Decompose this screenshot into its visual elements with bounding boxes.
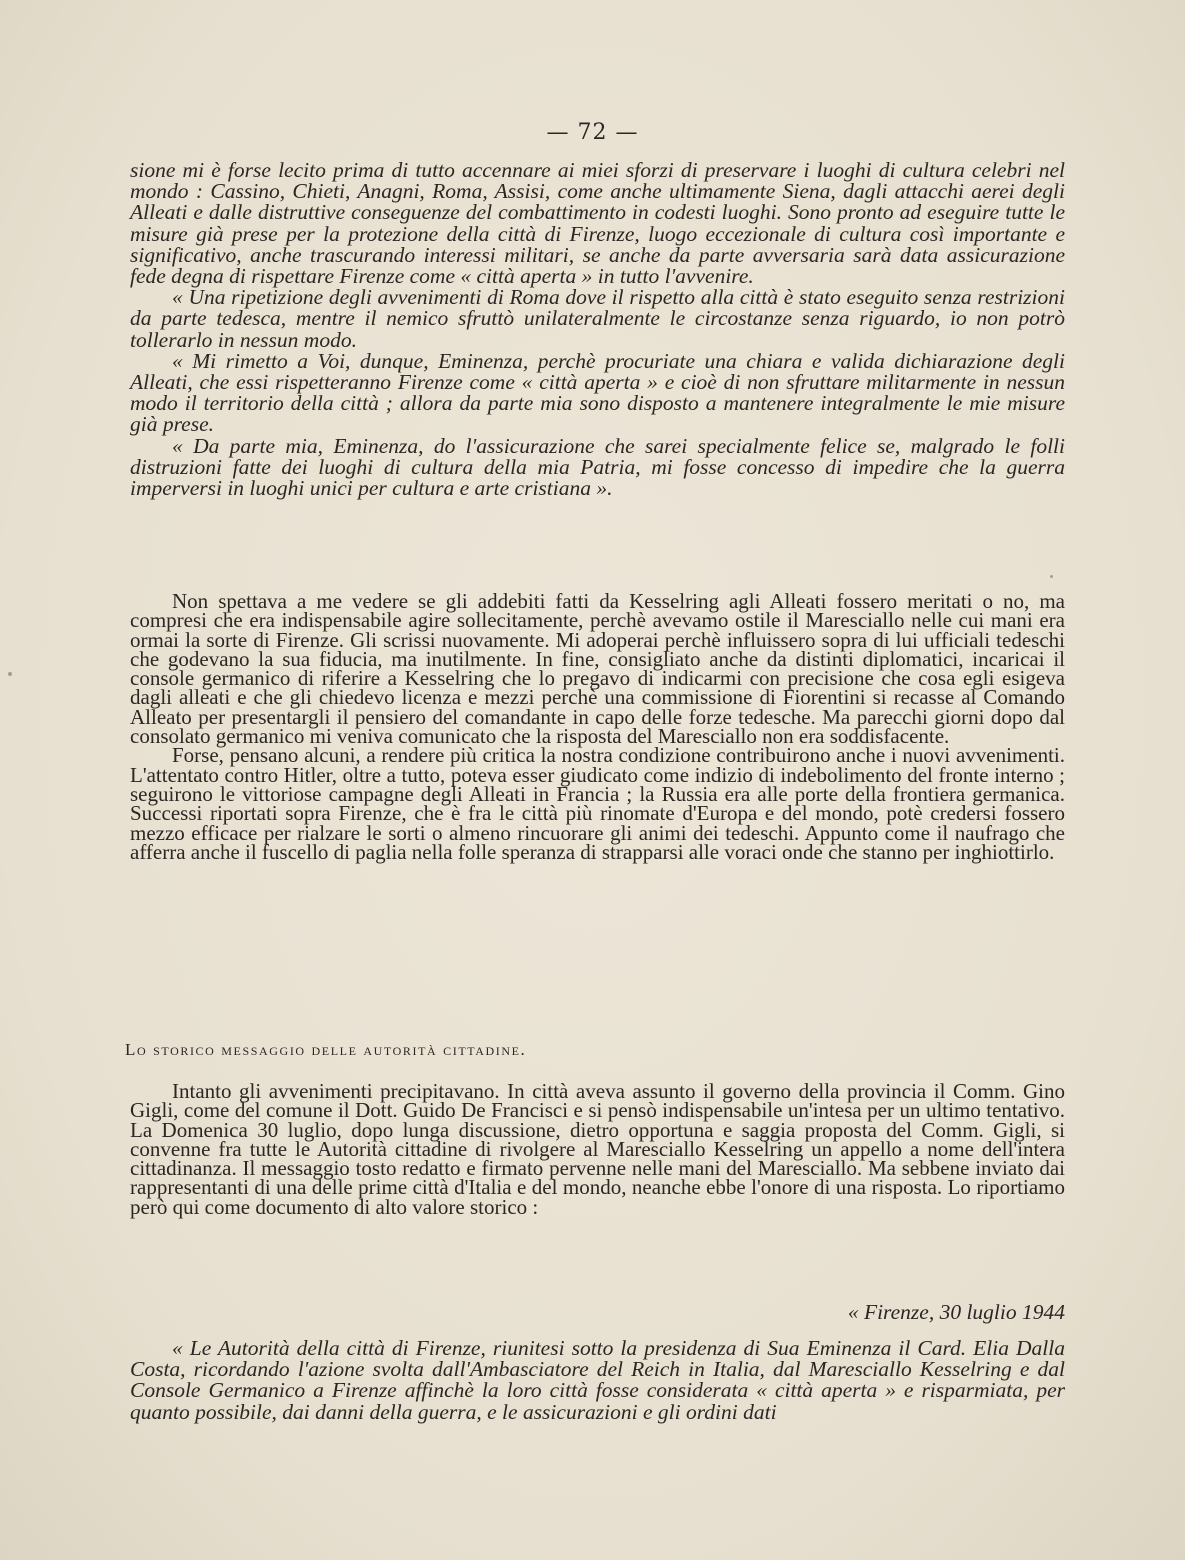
message-date: « Firenze, 30 luglio 1944 [847,1300,1065,1324]
page-number: — 72 — [546,120,639,145]
message-paragraph: « Le Autorità della città di Firenze, riunitesi sotto la presidenza di Sua Eminenza il Card. Elia Dalla Costa, ricordando l'azione svolta dall'Ambasciatore del Reich in Italia, dal Maresciallo Kesselring e dal Console Germanico a Firenze affinchè la loro città fosse considerata « città aperta » e risparmiata, per quanto possibile, dai danni della guerra, e le assicurazioni e gli ordini dati [130,1336,1065,1424]
paper-blemish [1050,575,1053,578]
body-paragraph: Intanto gli avvenimenti precipitavano. In città aveva assunto il governo della provincia il Comm. Gino Gigli, come del comune il Dott. Guido De Francisci e si pensò indispensabile un'intesa per un ultimo tentativo. La Domenica 30 luglio, dopo lunga discussione, dietro opportuna e saggia proposta del Comm. Gigli, si convenne fra tutte le Autorità cittadine di rivolgere al Maresciallo Kesselring un appello a nome dell'intera cittadinanza. Il messaggio tosto redatto e firmato pervenne nelle mani del Maresciallo. Ma sebbene inviato dai rappresentanti di una delle prime città d'Italia e del mondo, neanche ebbe l'onore di una risposta. Lo riportiamo però qui come documento di alto valore storico : [130,1079,1065,1219]
letter-paragraph: sione mi è forse lecito prima di tutto accennare ai miei sforzi di preservare i luoghi di cultura celebri nel mondo : Cassino, Chieti, Anagni, Roma, Assisi, come anche ultimamente Siena, dagli attacchi aerei degli Alleati e dalle distruttive conseguenze del combattimento in codesti luoghi. Sono pronto ad eseguire tutte le misure già prese per la protezione della città di Firenze, luogo eccezionale di cultura così importante e significativo, anche trascurando interessi militari, se anche da parte avversaria sarà data assicurazione fede degna di rispettare Firenze come « città aperta » in tutto l'avvenire. [130,158,1065,289]
narrative-section-2 [130,1079,1065,1219]
authorities-message [130,1338,1065,1423]
body-paragraph: Forse, pensano alcuni, a rendere più critica la nostra condizione contribuirono anche i nuovi avvenimenti. L'attentato contro Hitler, oltre a tutto, poteva esser giudicato come indizio di indebolimento del fronte interno ; seguirono le vittoriose campagne degli Alleati in Francia ; la Russia era alle porte della frontiera germanica. Successi riportati sopra Firenze, che è fra le città più rinomate d'Europa e del mondo, potè credersi fossero mezzo efficace per rialzare le sorti o almeno rincuorare gli animi dei tedeschi. Appunto come il naufrago che afferra anche il fuscello di paglia nella folle speranza di strapparsi alle voraci onde che stanno per inghiottirlo. [130,743,1065,864]
body-paragraph: Non spettava a me vedere se gli addebiti fatti da Kesselring agli Alleati fossero meritati o no, ma compresi che era indispensabile agire sollecitamente, perchè avevamo ostile il Maresciallo nelle cui mani era ormai la sorte di Firenze. Gli scrissi nuovamente. Mi adoperai perchè influissero sopra di lui ufficiali tedeschi che godevano la sua fiducia, ma inutilmente. In fine, consigliato anche da distinti diplomatici, incaricai il console germanico di riferire a Kesselring che lo pregavo di indicarmi con precisione che cosa egli esigeva dagli alleati e che gli chiedevo licenza e mezzi perchè una commissione di Fiorentini si recasse al Comando Alleato per presentargli il pensiero del comandante in capo delle forze tedesche. Ma parecchi giorni dopo dal consolato germanico mi veniva comunicato che la risposta del Maresciallo non era soddisfacente. [130,589,1065,749]
letter-paragraph: « Mi rimetto a Voi, dunque, Eminenza, perchè procuriate una chiara e valida dichiarazione degli Alleati, che essi rispetteranno Firenze come « città aperta » e cioè di non sfruttare militarmente in nessun modo il territorio della città ; allora da parte mia sono disposto a mantenere integralmente le mie misure già prese. [130,348,1065,437]
section-heading: Lo storico messaggio delle autorità cittadine. [125,1040,527,1059]
narrative-section [130,589,1065,864]
letter-paragraph: « Da parte mia, Eminenza, do l'assicurazione che sarei specialmente felice se, malgrado le folli distruzioni fatte dei luoghi di cultura della mia Patria, mi fosse concesso di impedire che la guerra imperversi in luoghi unici per cultura e arte cristiana ». [130,433,1065,501]
paper-blemish [8,672,12,676]
letter-paragraph: « Una ripetizione degli avvenimenti di Roma dove il rispetto alla città è stato eseguito senza restrizioni da parte tedesca, mentre il nemico sfruttò unilateralmente le circostanze senza riguardo, io non potrò tollerarlo in nessun modo. [130,285,1065,352]
kesselring-letter-excerpt [130,160,1065,499]
